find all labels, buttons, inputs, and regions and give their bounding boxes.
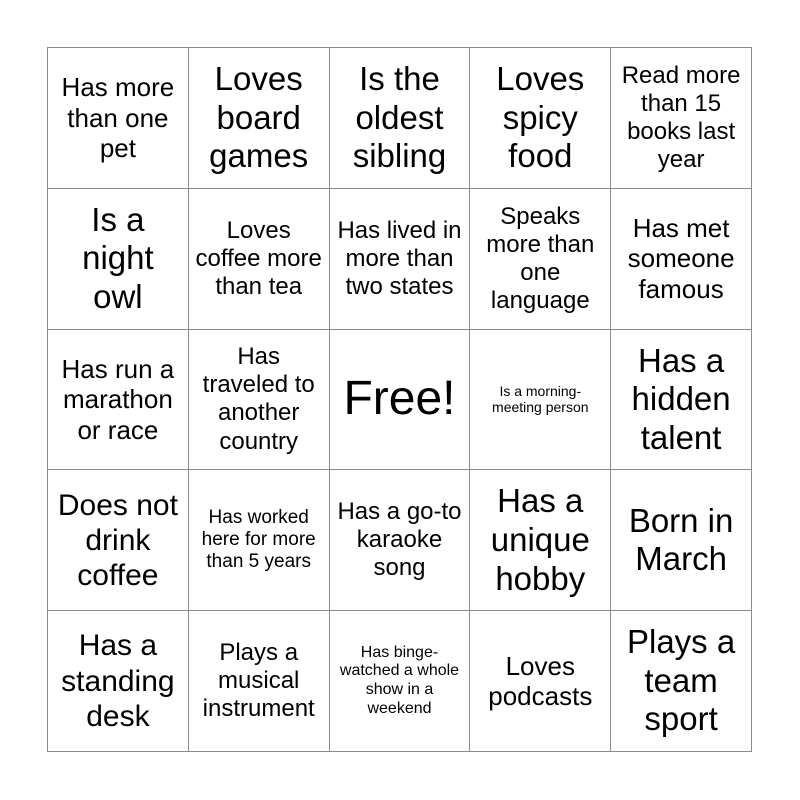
bingo-cell-text: Has met someone famous [627, 213, 735, 304]
bingo-cell-r3c5[interactable] [611, 330, 752, 471]
bingo-cell-r4c3[interactable] [330, 470, 471, 611]
bingo-cell-text: Loves coffee more than tea [195, 216, 322, 300]
bingo-cell-text: Free! [343, 372, 456, 426]
bingo-cell-r1c1[interactable] [48, 48, 189, 189]
bingo-cell-r3c1[interactable] [48, 330, 189, 471]
bingo-cell-r4c5[interactable] [611, 470, 752, 611]
bingo-cell-text: Has worked here for more than 5 years [201, 506, 316, 573]
bingo-cell-r3c4[interactable] [470, 330, 611, 471]
bingo-cell-text: Loves board games [209, 59, 309, 175]
bingo-cell-r1c4[interactable] [470, 48, 611, 189]
bingo-cell-text: Does not drink coffee [57, 488, 178, 592]
bingo-cell-text: Born in March [628, 501, 734, 578]
bingo-cell-text: Read more than 15 books last year [621, 61, 741, 173]
bingo-cell-r2c1[interactable] [48, 189, 189, 330]
bingo-cell-r5c4[interactable] [470, 611, 611, 752]
bingo-cell-r5c2[interactable] [189, 611, 330, 752]
bingo-cell-r2c4[interactable] [470, 189, 611, 330]
bingo-cell-r5c3[interactable] [330, 611, 471, 752]
bingo-cell-text: Has more than one pet [61, 72, 175, 164]
bingo-cell-r2c3[interactable] [330, 189, 471, 330]
bingo-cell-r5c1[interactable] [48, 611, 189, 752]
bingo-cell-text: Has a hidden talent [631, 341, 731, 456]
bingo-cell-r4c4[interactable] [470, 470, 611, 611]
bingo-cell-r2c2[interactable] [189, 189, 330, 330]
bingo-cell-r1c3[interactable] [330, 48, 471, 189]
bingo-cell-text: Has a unique hobby [490, 482, 590, 597]
bingo-cell-text: Has a go-to karaoke song [337, 498, 462, 582]
bingo-cell-r5c5[interactable] [611, 611, 752, 752]
bingo-cell-free[interactable] [330, 330, 471, 471]
bingo-cell-text: Is a night owl [82, 200, 154, 315]
bingo-cell-text: Has a standing desk [61, 629, 175, 733]
bingo-cell-r2c5[interactable] [611, 189, 752, 330]
bingo-cell-text: Plays a team sport [626, 623, 736, 738]
bingo-board [47, 47, 752, 752]
bingo-cell-r1c5[interactable] [611, 48, 752, 189]
bingo-cell-r3c2[interactable] [189, 330, 330, 471]
bingo-cell-r1c2[interactable] [189, 48, 330, 189]
bingo-cell-text: Has run a marathon or race [61, 353, 175, 445]
bingo-cell-text: Is a morning-meeting person [492, 383, 589, 416]
bingo-cell-r4c2[interactable] [189, 470, 330, 611]
bingo-cell-text: Has lived in more than two states [337, 216, 462, 300]
bingo-cell-text: Plays a musical instrument [202, 638, 315, 723]
bingo-cell-text: Has traveled to another country [202, 343, 315, 455]
bingo-cell-text: Loves spicy food [496, 59, 585, 175]
bingo-cell-r4c1[interactable] [48, 470, 189, 611]
bingo-cell-text: Is the oldest sibling [352, 59, 447, 175]
bingo-cell-text: Loves podcasts [488, 650, 593, 712]
bingo-cell-text: Speaks more than one language [486, 202, 595, 314]
bingo-cell-text: Has binge-watched a whole show in a weekend [339, 643, 460, 717]
